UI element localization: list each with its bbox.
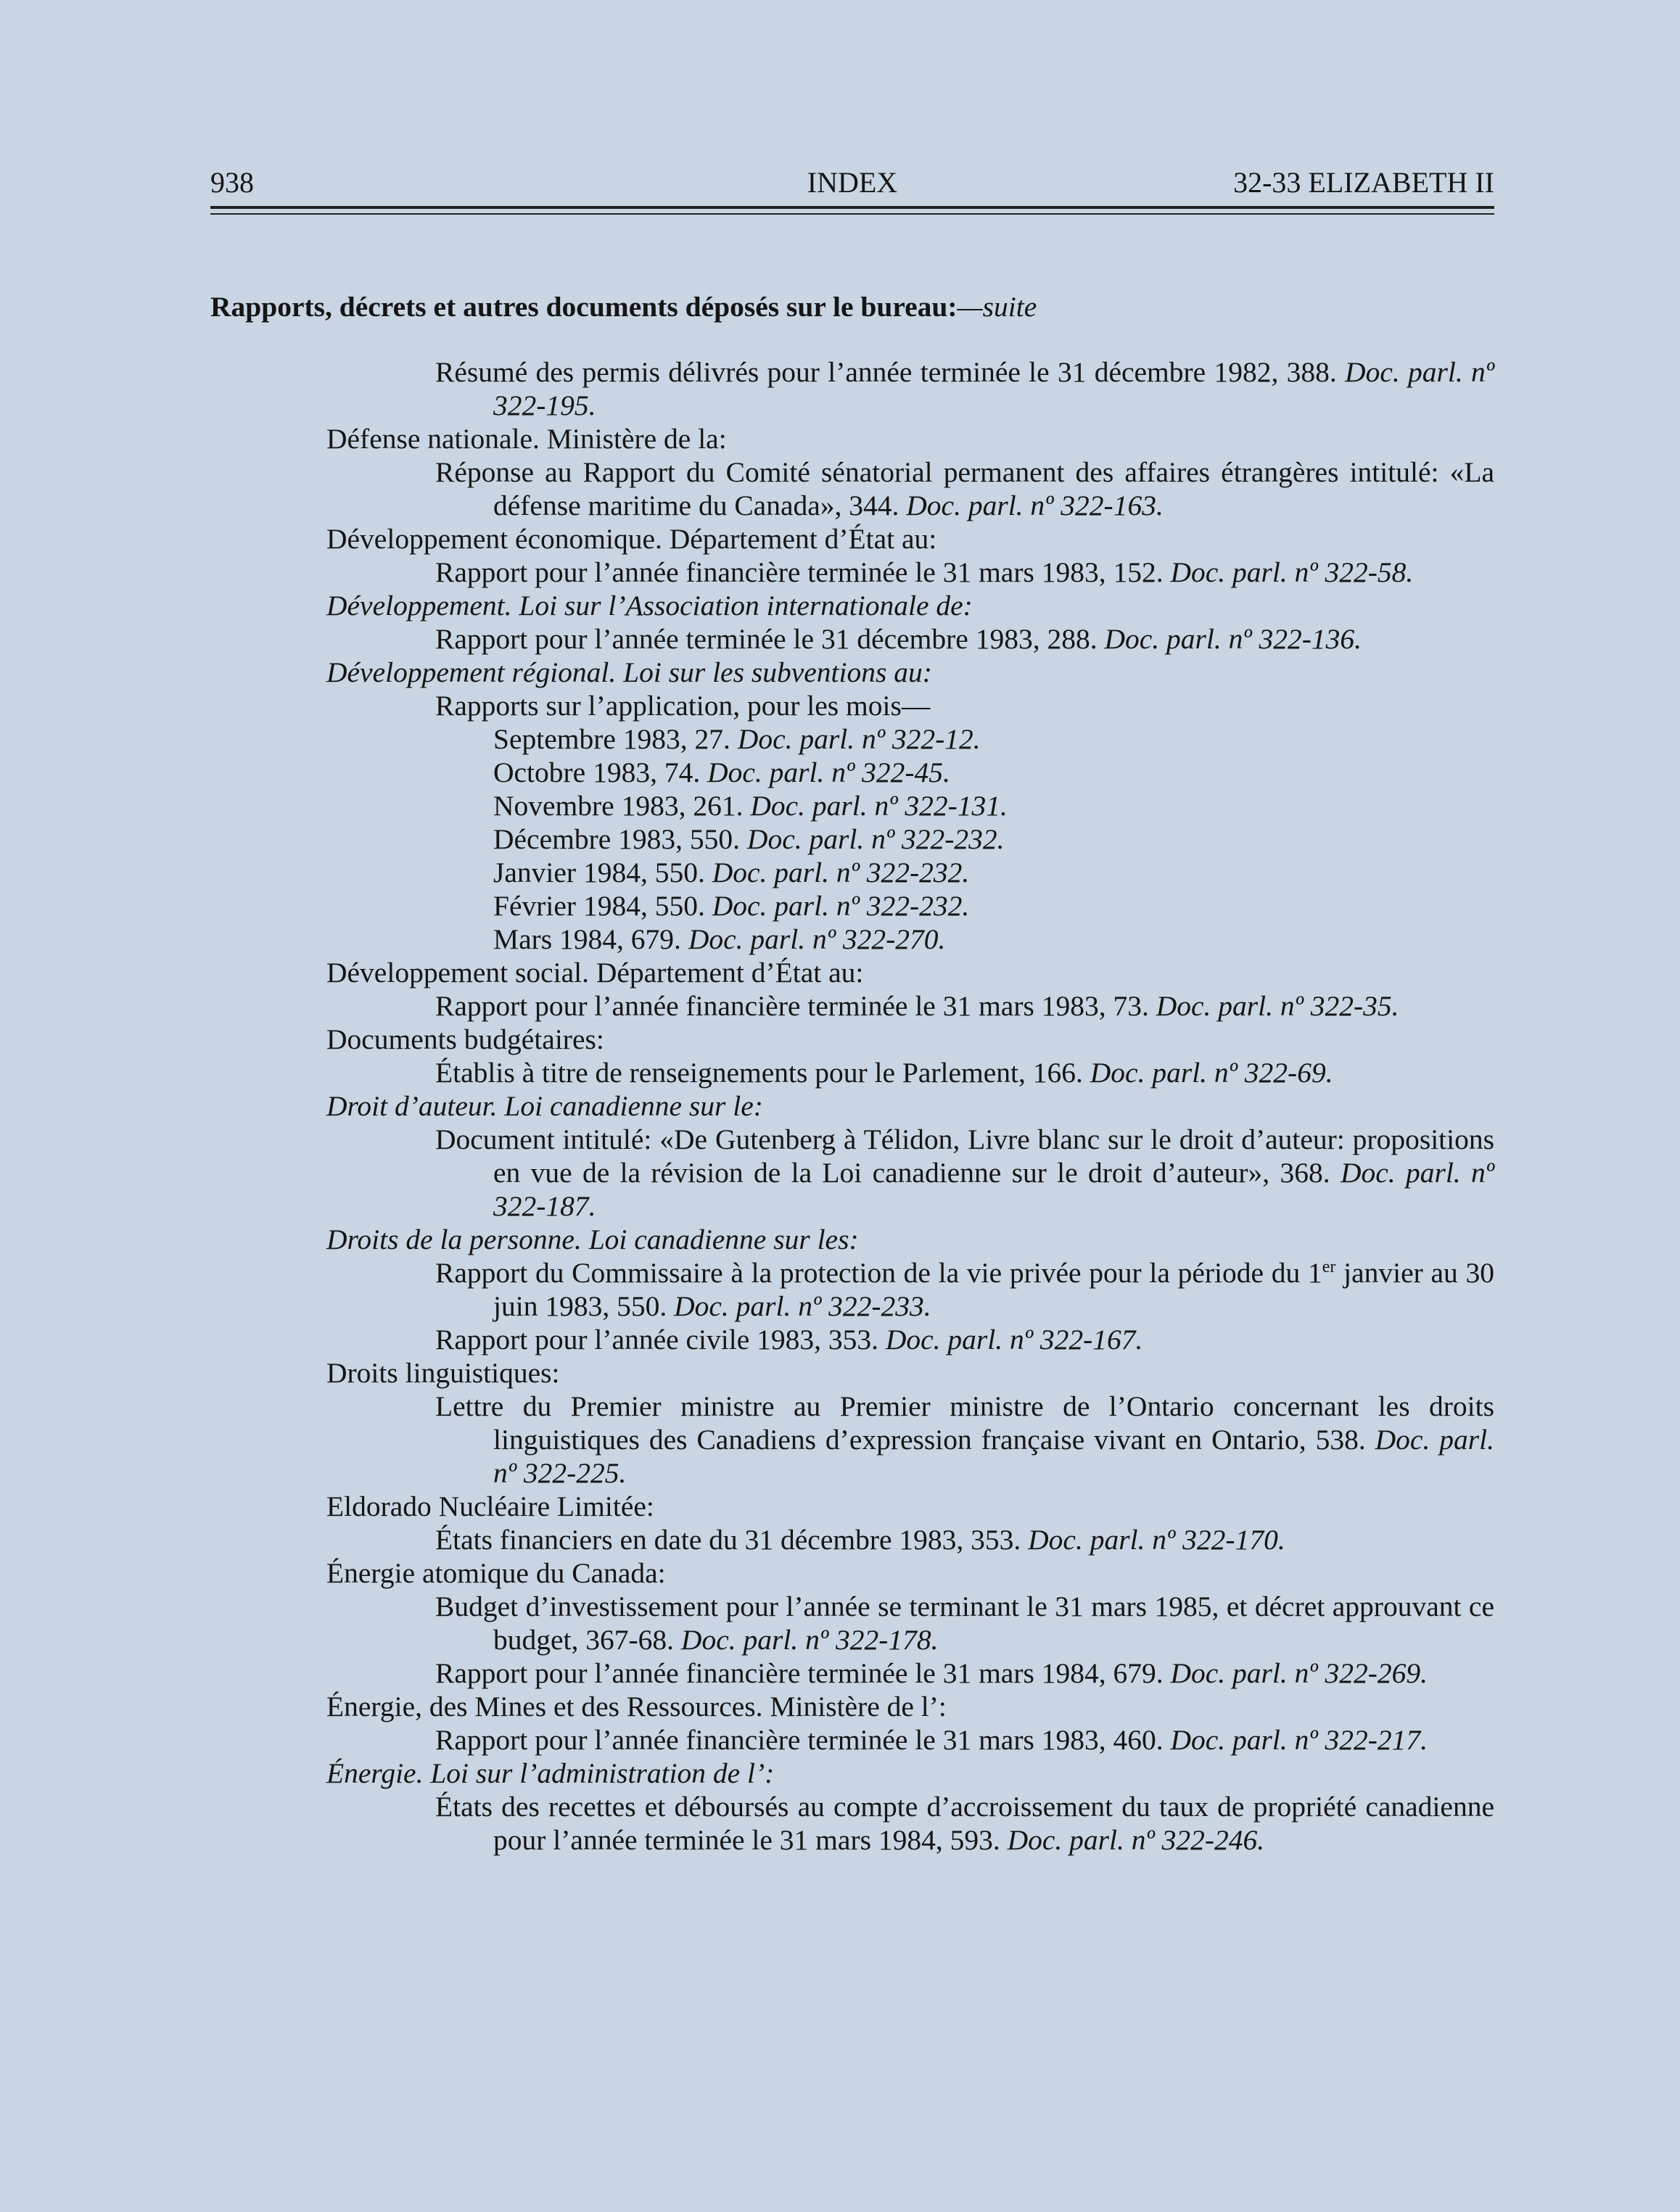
entry-text: Février 1984, 550. — [493, 890, 705, 922]
parliamentary-doc-reference: Doc. parl. nº 322-163. — [906, 490, 1164, 521]
index-heading — [210, 1490, 1494, 1523]
index-entry — [210, 622, 1494, 656]
index-heading — [210, 1089, 1494, 1123]
entry-text: Eldorado Nucléaire Limitée: — [326, 1490, 654, 1522]
index-heading — [210, 1556, 1494, 1590]
index-entry — [210, 689, 1494, 722]
index-content — [210, 290, 1494, 1857]
entry-text: Rapport pour l’année financière terminée le 31 mars 1984, 679. — [435, 1657, 1164, 1689]
index-heading — [210, 422, 1494, 455]
entry-text: Résumé des permis délivrés pour l’année terminée le 31 décembre 1982, 388. — [435, 356, 1337, 388]
index-entries — [210, 355, 1494, 1857]
entry-text: Septembre 1983, 27. — [493, 723, 730, 755]
index-entry — [210, 1323, 1494, 1356]
index-entry — [210, 355, 1494, 422]
entry-text: Droits linguistiques: — [326, 1357, 560, 1389]
index-entry — [210, 923, 1494, 956]
entry-text: États financiers en date du 31 décembre 1983, 353. — [435, 1524, 1021, 1556]
entry-text: Document intitulé: «De Gutenberg à Télidon, Livre blanc sur le droit d’auteur: propositions en vue de la révision de la Loi canadienne sur le droit d’auteur», 368. — [435, 1123, 1494, 1189]
parliamentary-doc-reference: Doc. parl. nº 322-232. — [712, 857, 970, 888]
index-entry — [210, 1256, 1494, 1323]
parliamentary-doc-reference: Doc. parl. nº 322-195. — [493, 356, 1494, 421]
parliamentary-doc-reference: Doc. parl. nº 322-187. — [493, 1157, 1494, 1222]
entry-text: Rapport pour l’année terminée le 31 décembre 1983, 288. — [435, 623, 1098, 655]
parliamentary-doc-reference: Doc. parl. nº 322-269. — [1170, 1657, 1428, 1689]
entry-text: Rapports sur l’application, pour les mois— — [435, 690, 931, 722]
parliamentary-doc-reference: Doc. parl. nº 322-136. — [1104, 623, 1362, 655]
entry-text: Octobre 1983, 74. — [493, 756, 701, 788]
index-entry — [210, 856, 1494, 889]
parliamentary-doc-reference: Doc. parl. nº 322-178. — [680, 1624, 939, 1656]
parliamentary-doc-reference: Doc. parl. nº 322-69. — [1090, 1057, 1333, 1089]
entry-text: Développement économique. Département d’État au: — [326, 523, 937, 555]
entry-text: Budget d’investissement pour l’année se terminant le 31 mars 1985, et décret approuvant ce budget, 367-68. — [435, 1590, 1494, 1656]
entry-text: Droit d’auteur. Loi canadienne sur le: — [326, 1090, 763, 1122]
entry-text: Documents budgétaires: — [326, 1023, 604, 1055]
header-rule-thick — [210, 206, 1494, 209]
entry-text: Novembre 1983, 261. — [493, 790, 744, 822]
parliamentary-doc-reference: Doc. parl. nº 322-217. — [1170, 1724, 1428, 1756]
section-title: Rapports, décrets et autres documents déposés sur le bureau: — [210, 291, 958, 323]
parliamentary-doc-reference: Doc. parl. nº 322-131. — [750, 790, 1008, 822]
parliamentary-doc-reference: Doc. parl. nº 322-225. — [493, 1424, 1495, 1489]
index-entry — [210, 989, 1494, 1023]
header-volume: 32-33 ELIZABETH II — [1233, 166, 1494, 199]
entry-text: Énergie. Loi sur l’administration de l’: — [326, 1757, 775, 1789]
entry-text: Janvier 1984, 550. — [493, 857, 705, 888]
index-entry — [210, 1123, 1494, 1223]
index-entry — [210, 1523, 1494, 1556]
index-entry — [210, 789, 1494, 822]
header-rule-thin — [210, 213, 1494, 215]
index-heading — [210, 656, 1494, 689]
parliamentary-doc-reference: Doc. parl. nº 322-170. — [1028, 1524, 1285, 1556]
index-entry — [210, 1790, 1494, 1857]
index-entry — [210, 1656, 1494, 1690]
parliamentary-doc-reference: Doc. parl. nº 322-35. — [1156, 990, 1399, 1022]
index-heading — [210, 1757, 1494, 1790]
index-entry — [210, 722, 1494, 756]
index-heading — [210, 956, 1494, 989]
parliamentary-doc-reference: Doc. parl. nº 322-246. — [1007, 1824, 1265, 1856]
index-entry — [210, 1056, 1494, 1089]
index-heading — [210, 522, 1494, 556]
index-entry — [210, 1390, 1494, 1490]
entry-text: Lettre du Premier ministre au Premier ministre de l’Ontario concernant les droits linguistiques des Canadiens d’expression française vivant en Ontario, 538. — [435, 1390, 1494, 1456]
entry-text: États des recettes et déboursés au compte d’accroissement du taux de propriété canadienne pour l’année terminée le 31 mars 1984, 593. — [435, 1791, 1494, 1856]
index-entry — [210, 1590, 1494, 1656]
entry-text: Établis à titre de renseignements pour le Parlement, 166. — [435, 1057, 1083, 1089]
index-heading — [210, 1356, 1494, 1390]
parliamentary-doc-reference: Doc. parl. nº 322-167. — [885, 1324, 1143, 1355]
parliamentary-doc-reference: Doc. parl. nº 322-233. — [674, 1290, 931, 1322]
parliamentary-doc-reference: Doc. parl. nº 322-12. — [737, 723, 981, 755]
running-header — [210, 161, 1494, 205]
parliamentary-doc-reference: Doc. parl. nº 322-232. — [712, 890, 970, 922]
entry-text: Rapport pour l’année financière terminée le 31 mars 1983, 152. — [435, 556, 1164, 588]
entry-text: Développement social. Département d’État au: — [326, 957, 864, 989]
parliamentary-doc-reference: Doc. parl. nº 322-58. — [1170, 556, 1414, 588]
entry-text: Développement régional. Loi sur les subventions au: — [326, 656, 932, 688]
index-heading — [210, 589, 1494, 622]
index-heading — [210, 1690, 1494, 1723]
entry-text: Mars 1984, 679. — [493, 923, 681, 955]
entry-text: Rapport pour l’année financière terminée le 31 mars 1983, 460. — [435, 1724, 1164, 1756]
page-number: 938 — [210, 166, 254, 199]
index-heading — [210, 1023, 1494, 1056]
entry-text: Développement. Loi sur l’Association internationale de: — [326, 590, 973, 622]
index-entry — [210, 756, 1494, 789]
index-entry — [210, 556, 1494, 589]
index-entry — [210, 1723, 1494, 1757]
index-entry — [210, 455, 1494, 522]
entry-text: Réponse au Rapport du Comité sénatorial permanent des affaires étrangères intitulé: «La défense maritime du Canada», 344. — [435, 456, 1494, 521]
section-heading — [210, 290, 1494, 323]
entry-text: Rapport du Commissaire à la protection de la vie privée pour la période du 1er janvier au 30 juin 1983, 550. — [435, 1257, 1494, 1322]
parliamentary-doc-reference: Doc. parl. nº 322-45. — [707, 756, 950, 788]
entry-text: Rapport pour l’année financière terminée le 31 mars 1983, 73. — [435, 990, 1149, 1022]
index-heading — [210, 1223, 1494, 1256]
entry-text: Rapport pour l’année civile 1983, 353. — [435, 1324, 878, 1355]
entry-text: Énergie, des Mines et des Ressources. Ministère de l’: — [326, 1691, 947, 1722]
index-entry — [210, 822, 1494, 856]
parliamentary-doc-reference: Doc. parl. nº 322-232. — [746, 823, 1005, 855]
section-suite: —suite — [957, 291, 1037, 323]
entry-text: Défense nationale. Ministère de la: — [326, 423, 727, 455]
index-entry — [210, 889, 1494, 923]
entry-text: Énergie atomique du Canada: — [326, 1557, 666, 1589]
header-title: INDEX — [807, 166, 898, 199]
entry-text: Décembre 1983, 550. — [493, 823, 741, 855]
entry-text: Droits de la personne. Loi canadienne sur les: — [326, 1223, 859, 1255]
parliamentary-doc-reference: Doc. parl. nº 322-270. — [688, 923, 946, 955]
